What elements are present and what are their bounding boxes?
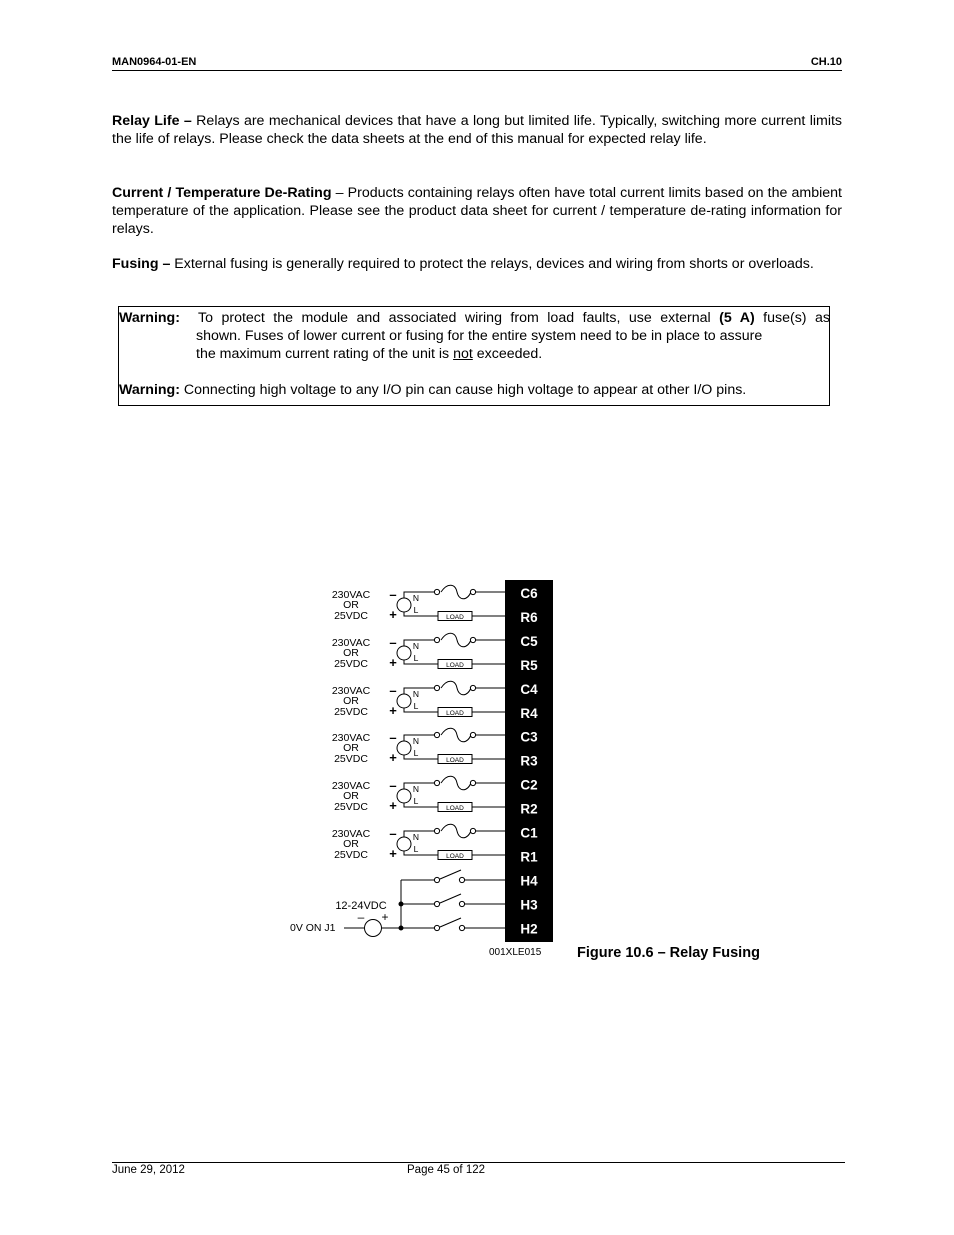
- relay-life-text: Relays are mechanical devices that have a long but limited life. Typically, switching more current limits the life of relays. Please check the data sheets at the end of this manual for expected relay life.: [112, 113, 843, 147]
- load-label: LOAD: [446, 757, 464, 764]
- supply-label-voltage: 230VAC: [331, 637, 371, 649]
- dc-plus-sign: +: [381, 910, 389, 924]
- terminal-label-c1: C1: [520, 825, 538, 841]
- source-symbol: [397, 789, 411, 803]
- source-symbol: [397, 646, 411, 660]
- contact-terminal: [434, 589, 439, 594]
- contact-terminal: [434, 685, 439, 690]
- supply-label-dc: 25VDC: [334, 610, 368, 622]
- relay-life-title: Relay Life –: [112, 113, 192, 129]
- contact-terminal: [470, 589, 475, 594]
- warning-line-1: To protect the module and associated wiring from load faults, use external (5 A) fuse(s) as: [198, 310, 830, 326]
- minus-sign: –: [389, 587, 397, 602]
- contact-terminal: [434, 828, 439, 833]
- supply-label-dc: 25VDC: [334, 658, 368, 670]
- dc-minus-sign: –: [357, 910, 365, 924]
- dc-supply-label: 12-24VDC: [335, 900, 387, 912]
- fusing-title: Fusing –: [112, 256, 171, 272]
- line-label: L: [413, 605, 419, 615]
- switch-terminal: [434, 925, 439, 930]
- warning-line-2: shown. Fuses of lower current or fusing for the entire system need to be in place to assure: [196, 328, 763, 344]
- terminal-label-r5: R5: [520, 657, 538, 673]
- minus-sign: –: [389, 683, 397, 698]
- line-wire: [404, 851, 438, 855]
- footer-rule: [112, 1162, 845, 1163]
- dc-source-symbol: [365, 920, 382, 937]
- supply-label-or: OR: [343, 695, 359, 707]
- supply-label-or: OR: [343, 742, 359, 754]
- fuse-symbol: [441, 681, 471, 695]
- chapter-label: CH.10: [810, 56, 842, 68]
- supply-label-voltage: 230VAC: [331, 780, 371, 792]
- load-label: LOAD: [446, 662, 464, 669]
- minus-sign: –: [389, 730, 397, 745]
- line-label: L: [413, 653, 419, 663]
- supply-label-or: OR: [343, 790, 359, 802]
- supply-label-or: OR: [343, 838, 359, 850]
- switch-terminal: [434, 901, 439, 906]
- terminal-label-h4: H4: [520, 873, 538, 889]
- fuse-symbol: [441, 776, 471, 790]
- source-symbol: [397, 694, 411, 708]
- switch-blade: [440, 918, 461, 927]
- load-label: LOAD: [446, 614, 464, 621]
- terminal-label-c2: C2: [520, 777, 538, 793]
- supply-label-dc: 25VDC: [334, 753, 368, 765]
- derating-title: Current / Temperature De-Rating: [112, 185, 332, 201]
- figure-caption: Figure 10.6 – Relay Fusing: [577, 945, 760, 961]
- line-label: L: [413, 748, 419, 758]
- terminal-label-r6: R6: [520, 609, 538, 625]
- source-symbol: [397, 741, 411, 755]
- line-label: L: [413, 701, 419, 711]
- supply-label-or: OR: [343, 647, 359, 659]
- contact-terminal: [434, 637, 439, 642]
- source-symbol: [397, 837, 411, 851]
- minus-sign: –: [389, 635, 397, 650]
- switch-blade: [440, 870, 461, 879]
- neutral-label: N: [412, 641, 420, 651]
- neutral-label: N: [412, 593, 420, 603]
- terminal-label-h2: H2: [520, 921, 538, 937]
- neutral-label: N: [412, 736, 420, 746]
- line-label: L: [413, 796, 419, 806]
- switch-terminal: [459, 901, 464, 906]
- line-label: L: [413, 844, 419, 854]
- switch-terminal: [459, 925, 464, 930]
- terminal-label-c4: C4: [520, 681, 538, 697]
- load-label: LOAD: [446, 710, 464, 717]
- junction-dot: [399, 902, 403, 906]
- fuse-symbol: [441, 585, 471, 599]
- supply-label-voltage: 230VAC: [331, 732, 371, 744]
- line-wire: [404, 803, 438, 807]
- contact-terminal: [470, 637, 475, 642]
- supply-label-dc: 25VDC: [334, 849, 368, 861]
- switch-terminal: [459, 877, 464, 882]
- terminal-label-r1: R1: [520, 849, 538, 865]
- contact-terminal: [470, 780, 475, 785]
- terminal-label-h3: H3: [520, 897, 538, 913]
- terminal-label-c3: C3: [520, 729, 538, 745]
- ground-ref-label: 0V ON J1: [290, 922, 336, 934]
- load-label: LOAD: [446, 853, 464, 860]
- supply-label-dc: 25VDC: [334, 706, 368, 718]
- line-wire: [404, 708, 438, 712]
- footer-page: Page 45 of 122: [407, 1164, 486, 1176]
- neutral-label: N: [412, 784, 420, 794]
- switch-blade: [440, 894, 461, 903]
- switch-terminal: [434, 877, 439, 882]
- terminal-label-r3: R3: [520, 753, 538, 769]
- terminal-label-c6: C6: [520, 586, 538, 601]
- line-wire: [404, 660, 438, 664]
- supply-label-or: OR: [343, 599, 359, 611]
- contact-terminal: [470, 828, 475, 833]
- terminal-label-r4: R4: [520, 705, 538, 721]
- plus-sign: +: [389, 846, 397, 861]
- fuse-symbol: [441, 824, 471, 838]
- contact-terminal: [434, 780, 439, 785]
- contact-terminal: [434, 732, 439, 737]
- footer-date: June 29, 2012: [112, 1164, 185, 1176]
- terminal-label-r2: R2: [520, 801, 538, 817]
- source-symbol: [397, 598, 411, 612]
- supply-label-voltage: 230VAC: [331, 589, 371, 601]
- warning-label: Warning:: [119, 310, 180, 326]
- plus-sign: +: [389, 750, 397, 765]
- contact-terminal: [470, 685, 475, 690]
- supply-label-voltage: 230VAC: [331, 685, 371, 697]
- neutral-label: N: [412, 689, 420, 699]
- plus-sign: +: [389, 655, 397, 670]
- supply-label-voltage: 230VAC: [331, 828, 371, 840]
- line-wire: [404, 755, 438, 759]
- fusing-text: External fusing is generally required to protect the relays, devices and wiring from shorts or overloads.: [170, 256, 814, 272]
- plus-sign: +: [389, 703, 397, 718]
- figure-code: 001XLE015: [489, 947, 542, 958]
- plus-sign: +: [389, 798, 397, 813]
- warning-line-3: the maximum current rating of the unit is not exceeded.: [196, 346, 543, 362]
- contact-terminal: [470, 732, 475, 737]
- minus-sign: –: [389, 826, 397, 841]
- document-id: MAN0964-01-EN: [112, 56, 197, 68]
- warning-2: Warning: Connecting high voltage to any I/O pin can cause high voltage to appear at other I/O pins.: [119, 382, 747, 398]
- derating-text: – Products containing relays often have total current limits based on the ambient temperature of the application. Please see the product data sheet for current / temperature de-rating information for relays.: [112, 185, 842, 237]
- line-wire: [404, 612, 438, 616]
- terminal-label-c5: C5: [520, 633, 538, 649]
- fuse-symbol: [441, 728, 471, 742]
- fuse-symbol: [441, 633, 471, 647]
- minus-sign: –: [389, 778, 397, 793]
- neutral-label: N: [412, 832, 420, 842]
- supply-label-dc: 25VDC: [334, 801, 368, 813]
- load-label: LOAD: [446, 805, 464, 812]
- plus-sign: +: [389, 607, 397, 622]
